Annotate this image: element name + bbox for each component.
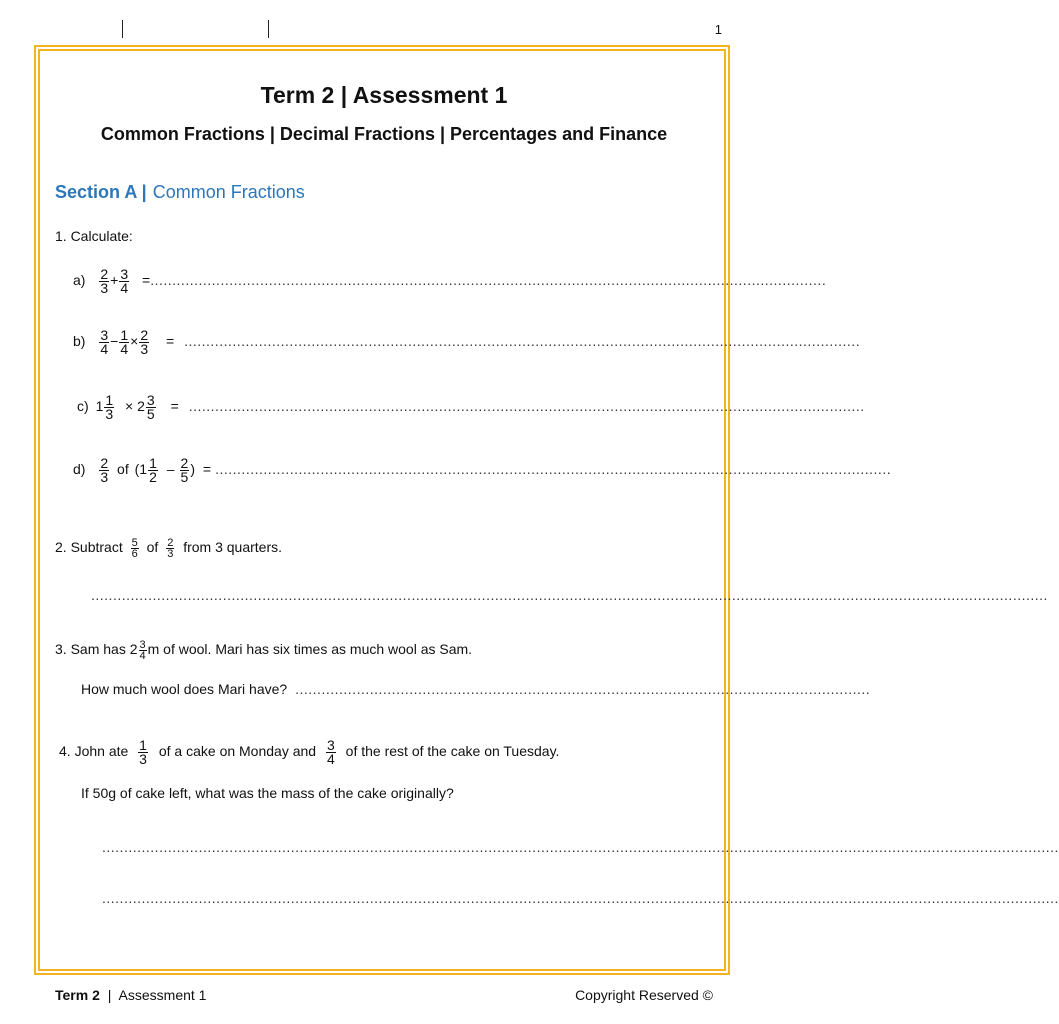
operator: × <box>125 398 134 415</box>
footer-copyright: Copyright Reserved © <box>575 987 713 1003</box>
question-3-line2 <box>81 681 871 697</box>
question-text: 3. Sam has 2 <box>55 641 138 658</box>
fraction: $\frac{2}{5}$ <box>180 455 189 485</box>
equals-sign: = <box>166 333 175 350</box>
header-divider <box>122 20 123 38</box>
question-text: m of wool. Mari has six times as much wool as Sam. <box>147 641 473 658</box>
question-4-line2: If 50g of cake left, what was the mass of the cake originally? <box>81 785 454 801</box>
item-label: b) <box>73 333 86 350</box>
item-label: d) <box>73 461 86 478</box>
footer-assessment: Assessment 1 <box>118 987 207 1003</box>
fraction: $\frac{1}{4}$ <box>120 327 129 357</box>
section-name: Common Fractions <box>152 182 305 202</box>
fraction: $\frac{3}{4}$ <box>120 266 129 296</box>
footer-term: Term 2 <box>55 987 100 1003</box>
question-1c <box>77 392 865 422</box>
question-3 <box>55 640 472 661</box>
section-heading <box>55 182 305 203</box>
section-label: Section A | <box>55 182 147 202</box>
fraction: $\frac{3}{5}$ <box>146 392 155 422</box>
equals-sign: = <box>142 272 151 289</box>
answer-line[interactable]: .......................................................................................................................................................................................................................... <box>91 587 1048 603</box>
question-1a <box>73 266 827 296</box>
answer-line[interactable]: ................................................................................................................................... <box>295 681 871 697</box>
of-word: of <box>146 539 159 556</box>
question-1b <box>73 327 861 357</box>
answer-line[interactable]: .......................................................................................................................................................... <box>188 398 865 415</box>
page-title: Term 2 | Assessment 1 <box>260 82 508 108</box>
page-number: 1 <box>714 22 722 37</box>
fraction: $\frac{5}{6}$ <box>131 537 138 560</box>
question-text: of the rest of the cake on Tuesday. <box>345 743 560 760</box>
question-4 <box>59 739 559 766</box>
operator: – <box>166 461 175 478</box>
answer-line[interactable]: .......................................................................................................................................................... <box>184 333 861 350</box>
question-1d <box>73 455 892 485</box>
footer-left <box>55 987 206 1003</box>
question-text: 4. John ate <box>59 743 129 760</box>
answer-line[interactable]: .......................................................................................................................................................................................................................... <box>102 890 1059 906</box>
question-2 <box>55 538 282 559</box>
paren-whole: (1 <box>134 461 148 478</box>
whole-number: 2 <box>137 398 145 415</box>
answer-line[interactable]: .......................................................................................................................................................................................................................... <box>102 839 1059 855</box>
equals-sign: = <box>170 398 179 415</box>
equals-sign: = <box>202 461 212 478</box>
fraction: $\frac{1}{3}$ <box>139 737 147 767</box>
fraction: $\frac{3}{4}$ <box>139 639 146 662</box>
page-subtitle: Common Fractions | Decimal Fractions | Percentages and Finance <box>100 124 668 144</box>
footer-separator: | <box>107 987 112 1003</box>
question-text: How much wool does Mari have? <box>81 681 288 697</box>
item-label: a) <box>73 272 86 289</box>
question-text: from 3 quarters. <box>183 539 283 556</box>
of-word: of <box>117 461 129 478</box>
fraction: $\frac{3}{4}$ <box>100 327 109 357</box>
answer-line[interactable]: .......................................................................................................................................................... <box>215 461 892 478</box>
header-divider <box>268 20 269 38</box>
item-label: c) <box>77 398 89 415</box>
fraction: $\frac{2}{3}$ <box>100 266 109 296</box>
fraction: $\frac{1}{2}$ <box>149 455 157 485</box>
fraction: $\frac{2}{3}$ <box>100 455 109 485</box>
operator: × <box>130 333 139 350</box>
question-1-stem: 1. Calculate: <box>55 228 133 244</box>
fraction: $\frac{3}{4}$ <box>326 737 335 767</box>
whole-number: 1 <box>95 398 104 415</box>
fraction: $\frac{2}{3}$ <box>140 327 149 357</box>
operator: − <box>110 333 119 350</box>
close-paren: ) <box>190 461 196 478</box>
answer-line[interactable]: .......................................................................................................................................................... <box>150 272 827 289</box>
operator: + <box>110 272 119 289</box>
fraction: $\frac{2}{3}$ <box>167 537 174 560</box>
question-text: 2. Subtract <box>55 539 123 556</box>
question-text: of a cake on Monday and <box>158 743 317 760</box>
fraction: $\frac{1}{3}$ <box>105 392 114 422</box>
